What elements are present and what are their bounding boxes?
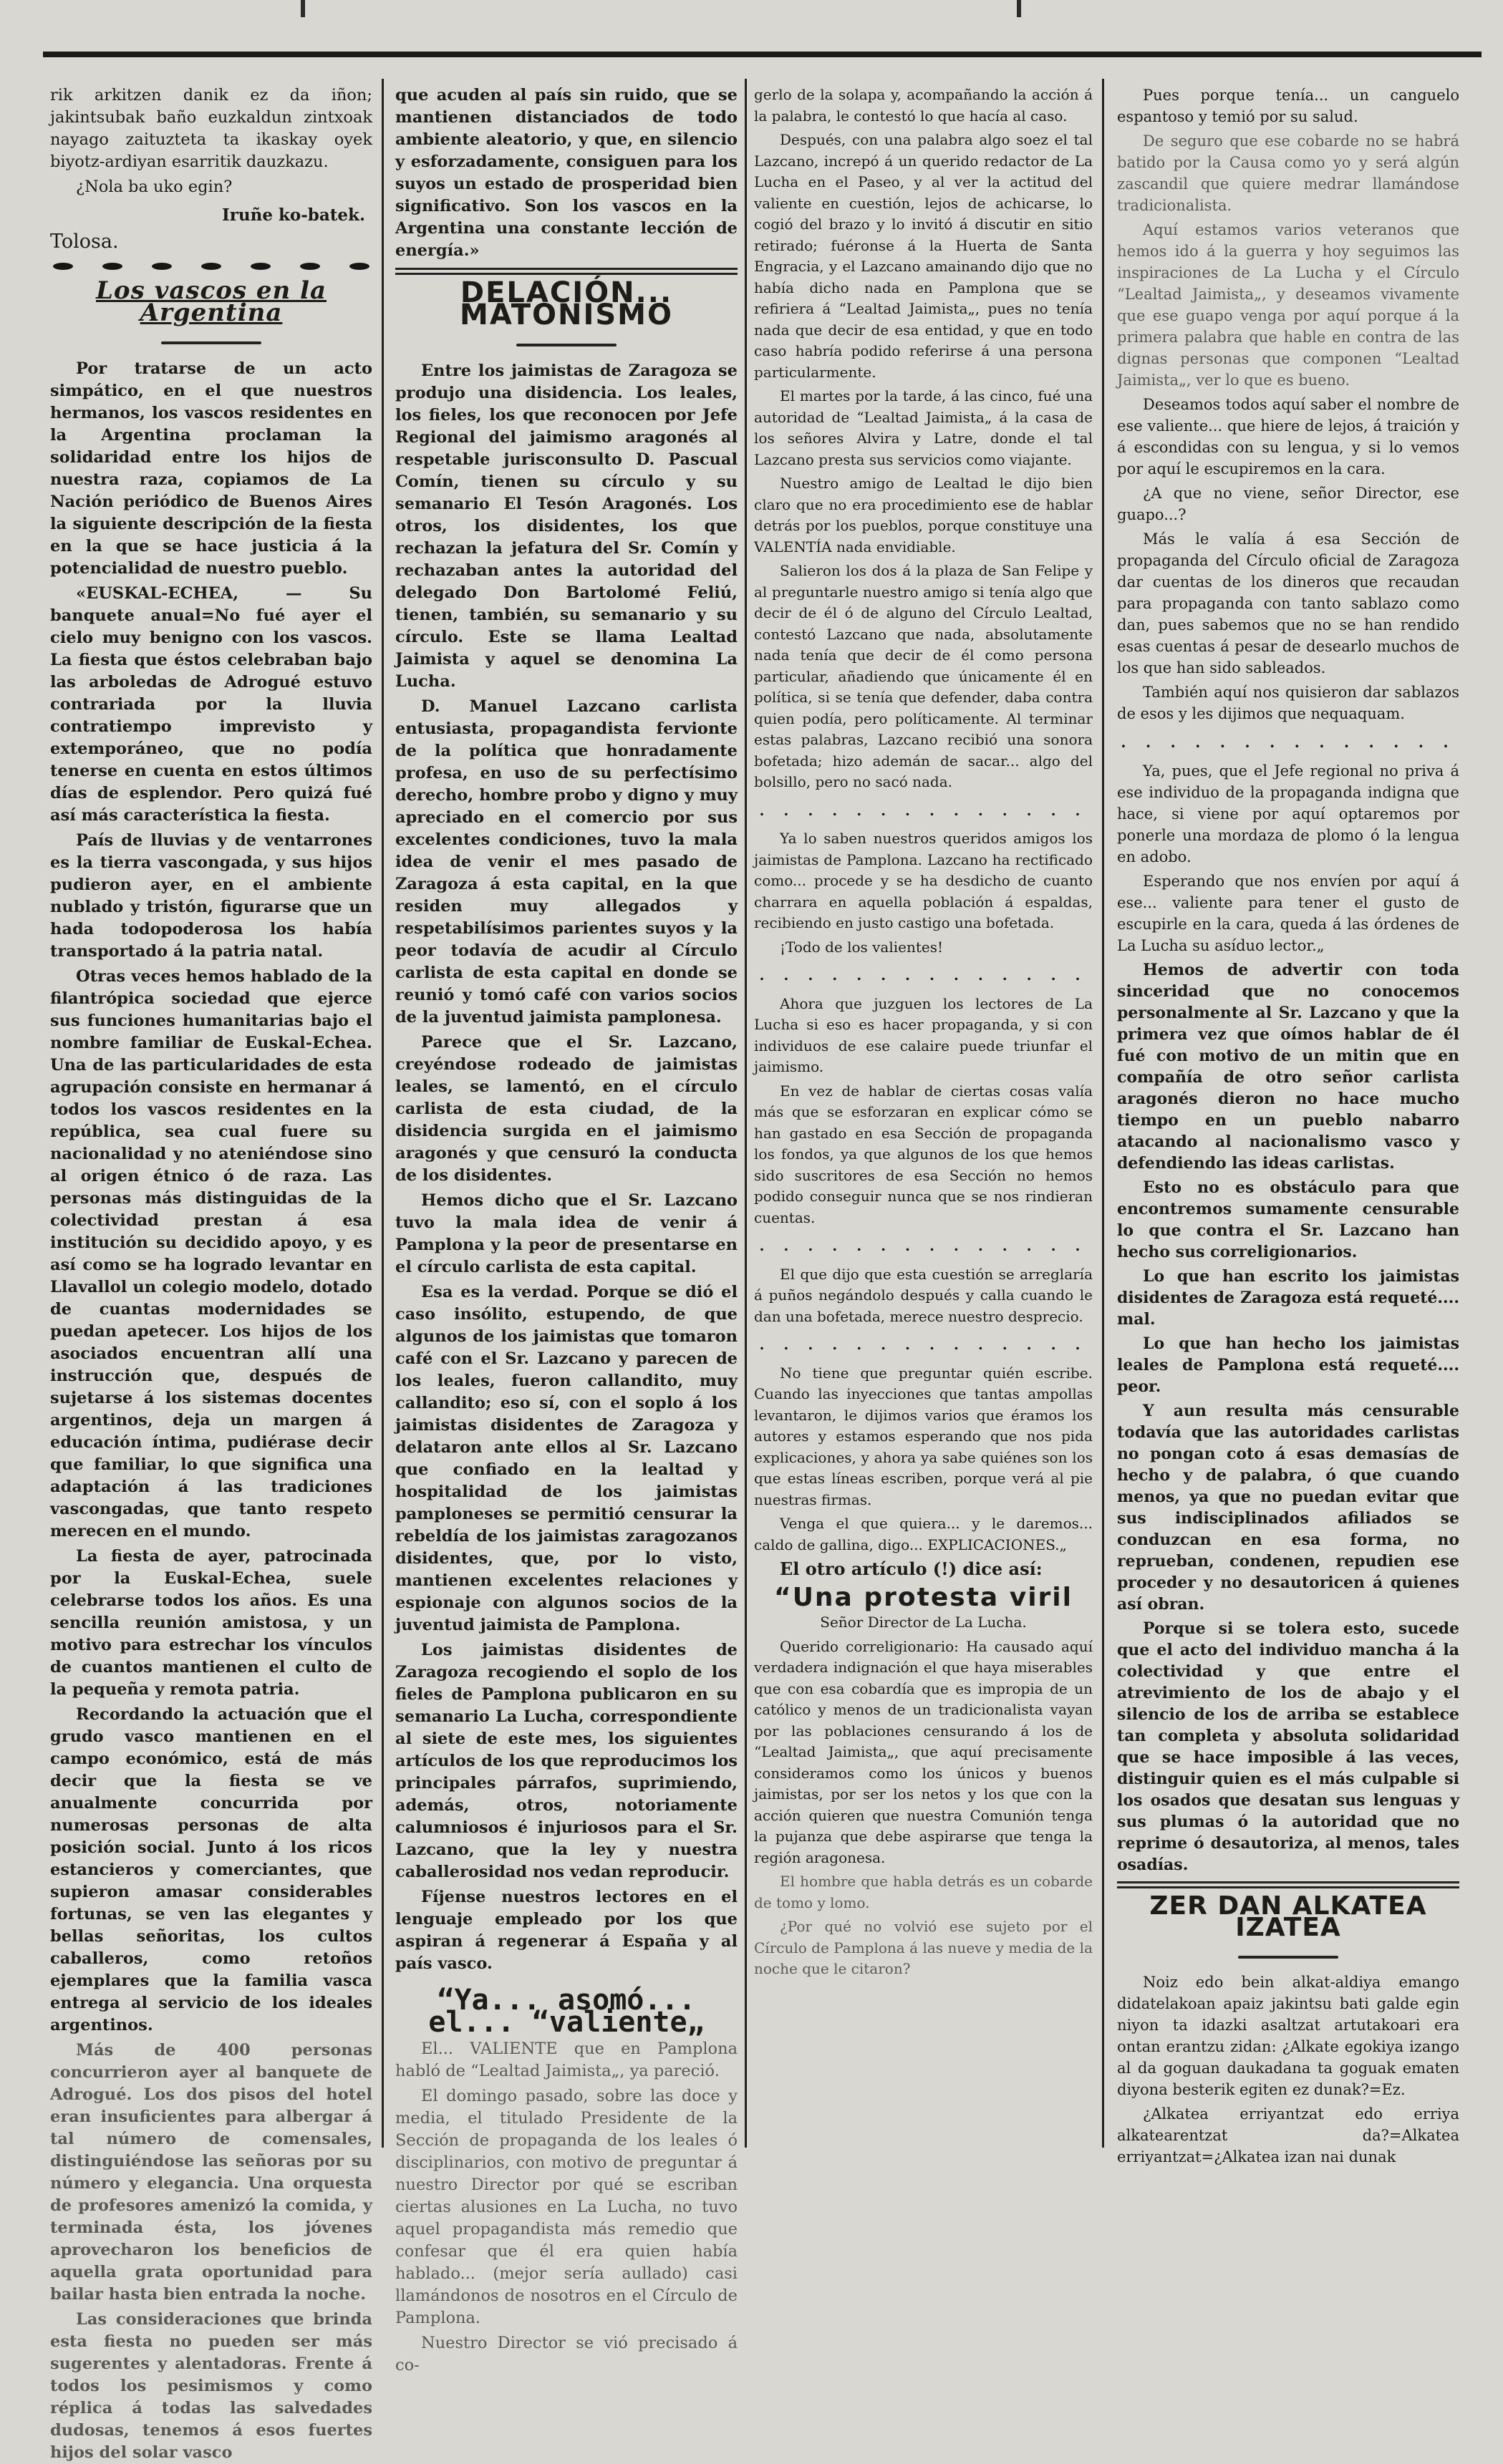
section-divider: . . . . . . . . . . . . . . [1121, 733, 1456, 751]
paragraph: No tiene que preguntar quién escribe. Cuando las inyecciones que tantas ampollas levantaron, le dijimos varios que éramos los autores y estamos esperando que nos pida explicaciones, y ahora ya sabe quiénes son los que estas líneas escriben, porque verá al pie nuestras firmas. [754, 1364, 1093, 1508]
paragraph: Fíjense nuestros lectores en el lenguaje empleado por los que aspiran á regenerar á España y al país vasco. [395, 1888, 738, 1973]
paragraph: Parece que el Sr. Lazcano, creyéndose rodeado de jaimistas leales, se lamentó, en el círculo carlista de esta ciudad, de la disidencia surgida en el jaimismo aragonés y que censuró la conducta de los disidentes. [395, 1033, 738, 1185]
article-title: Los vascos en la Argentina [96, 276, 327, 327]
column-rule [382, 79, 384, 2148]
paragraph: Lo que han hecho los jaimistas leales de Pamplona está requeté.... peor. [1117, 1334, 1459, 1396]
signature: Iruñe ko-batek. [222, 205, 365, 225]
paragraph: De seguro que ese cobarde no se habrá batido por la Causa como yo y será algún zascandil que quiere medrar llamándose tradicionalista. [1117, 132, 1459, 214]
paragraph: Nuestro Director se vió precisado á co- [395, 2334, 738, 2375]
paragraph: que acuden al país sin ruido, que se mantienen distanciados de todo ambiente aleatorio, y que, en silencio y esforzadamente, consiguen para los suyos un estado de prosperidad bien significativo. Son los vascos en la Argentina una constante lección de energía.» [395, 86, 738, 260]
paragraph: Pues porque tenía... un canguelo espantoso y temió por su salud. [1117, 87, 1459, 125]
section-divider: . . . . . . . . . . . . . . [759, 801, 1088, 819]
paragraph: Hemos de advertir con toda sinceridad que no conocemos personalmente al Sr. Lazcano y que la primera vez que oímos hablar de él fué con motivo de un mitin que en compañía de otro señor carlista aragonés dieron no hace mucho tiempo en un pueblo nabarro atacando al nacionalismo vasco y defendiendo las ideas carlistas. [1117, 961, 1459, 1173]
paragraph: Lo que han escrito los jaimistas disidentes de Zaragoza está requeté.... mal. [1117, 1267, 1459, 1329]
paragraph: El que dijo que esta cuestión se arreglaría á puños negándolo después y calla cuando le dan una bofetada, merece nuestro desprecio. [754, 1265, 1093, 1325]
article-title: DELACIÓN... MATONISMO [460, 276, 673, 331]
section-divider [395, 268, 738, 275]
top-border-mark [301, 0, 305, 17]
section-divider: . . . . . . . . . . . . . . [759, 1237, 1088, 1254]
salutation: Señor Director de La Lucha. [820, 1614, 1027, 1631]
article-title: “Una protesta viril [774, 1582, 1073, 1612]
column-4 [1117, 84, 1459, 2165]
article-body [395, 360, 738, 1975]
paragraph: Esto no es obstáculo para que encontremos sumamente censurable lo que contra el Sr. Lazcano han hecho sus correligionarios. [1117, 1178, 1459, 1261]
paragraph: También aquí nos quisieron dar sablazos de esos y les dijimos que nequaquam. [1117, 684, 1459, 722]
column-rule [745, 79, 747, 2148]
section-divider: . . . . . . . . . . . . . . [759, 966, 1088, 984]
paragraph: El... VALIENTE que en Pamplona habló de “Lealtad Jaimista„, ya pareció. [395, 2039, 738, 2080]
paragraph: Deseamos todos aquí saber el nombre de ese valiente... que hiere de lejos, á traición y á escondidas con su lengua, y si lo vemos por aquí le escupiremos en la cara. [1117, 396, 1459, 477]
column-2 [395, 84, 738, 2375]
column-1 [50, 84, 372, 2462]
column-rule [1102, 79, 1104, 2148]
paragraph: Esa es la verdad. Porque se dió el caso insólito, estupendo, de que algunos de los jaimistas que tomaron café con el Sr. Lazcano y parecen de los leales, fueron callandito, muy callandito; eso sí, con el soplo á los jaimistas disidentes de Zaragoza y delataron ante ellos al Sr. Lazcano que confiado en la lealtad y hospitalidad de los jaimistas pamploneses se permitió censurar la rebeldía de los jaimistas zaragozanos disidentes, que, por lo visto, mantienen excelentes relaciones y espionaje con algunos socios de la juventud jaimista de Pamplona. [395, 1283, 738, 1634]
paragraph: El martes por la tarde, á las cinco, fué una autoridad de “Lealtad Jaimista„ á la casa de los señores Alvira y Latre, donde el tal Lazcano presta sus servicios como viajante. [754, 387, 1093, 468]
paragraph: Después, con una palabra algo soez el tal Lazcano, increpó á un querido redactor de La Lucha en el Paseo, y al ver la actitud del valiente en cuestión, lejos de achicarse, lo cogió del brazo y lo invitó á discutir en sitio retirado; fuéronse á la Huerta de Santa Engracia, y el Lazcano amainando dijo que no había dicho nada en Pamplona que se refiriera á “Lealtad Jaimista„, pues no tenía nada que decir de esa entidad, y que en todo caso habría podido referirse á una persona particularmente. [754, 131, 1093, 381]
paragraph: Más le valía á esa Sección de propaganda del Círculo oficial de Zaragoza dar cuentas de los dineros que recaudan para propaganda con tanto sablazo como dan, pues sabemos que no se han rendido esas cuentas á pesar de desearlo muchos de los que han sido sableados. [1117, 530, 1459, 676]
paragraph: «EUSKAL-ECHEA, — Su banquete anual=No fué ayer el cielo muy benigno con los vascos. La fiesta que éstos celebraban bajo las arboledas de Adrogué estuvo contrariada por la lluvia contratiempo imprevisto y extemporáneo, que no podía tenerse en cuenta en estos últimos días de esplendor. Pero quizá fué así más característica la fiesta. [50, 584, 372, 825]
paragraph: Esperando que nos envíen por aquí á ese... valiente para tener el gusto de escupirle en la cara, queda á las órdenes de La Lucha su asíduo lector.„ [1117, 873, 1459, 954]
article-body [50, 358, 372, 2464]
title-flourish [1117, 1943, 1459, 1964]
paragraph: En vez de hablar de ciertas cosas valía más que se esforzaran en explicar cómo se han gastado en esa Sección de propaganda los fondos, ya que algunos de los que hemos sido suscritores de esa Sección no hemos podido conseguir nunca que se nos rindieran cuentas. [754, 1082, 1093, 1226]
article-title: “Ya... asomó... el... “valiente„ [428, 1984, 705, 2039]
paragraph: Y aun resulta más censurable todavía que las autoridades carlistas no pongan coto á esas demasías de hecho y de palabra, ó que cuando menos, ya que no puedan evitar que sus indisciplinados afiliados se conduzcan en esa forma, no reprueban, condenen, repudien ese proceder y no desautoricen á quienes así obran. [1117, 1402, 1459, 1614]
paragraph: Aquí estamos varios veteranos que hemos ido á la guerra y hoy seguimos las inspiraciones de La Lucha y el Círculo “Lealtad Jaimista„, y deseamos vivamente que ese guapo venga por aquí porque á la primera palabra que hable en contra de las dignas personas que componen “Lealtad Jaimista„, ver lo que es bueno. [1117, 221, 1459, 389]
paragraph: La fiesta de ayer, patrocinada por la Euskal-Echea, suele celebrarse todos los años. Es una sencilla reunión amistosa, y un motivo para estrechar los vínculos de cuantos mantienen el culto de la pequeña y remota patria. [50, 1547, 372, 1699]
place-name: Tolosa. [50, 231, 119, 253]
paragraph: Más de 400 personas concurrieron ayer al banquete de Adrogué. Los dos pisos del hotel eran insuficientes para albergar á tal número de comensales, distinguiéndose las señoras por su número y elegancia. Una orquesta de profesores amenizó la comida, y terminada ésta, los jóvenes aprovecharon los beneficios de aquella grata oportunidad para bailar hasta bien entrada la noche. [50, 2041, 372, 2304]
paragraph: Ya, pues, que el Jefe regional no priva á ese individuo de la propaganda indigna que hace, si viene por aquí optaremos por ponerle una mordaza de plomo ó la lengua en adobo. [1117, 762, 1459, 865]
paragraph: Los jaimistas disidentes de Zaragoza recogiendo el soplo de los fieles de Pamplona publicaron en su semanario La Lucha, correspondiente al siete de este mes, los siguientes artículos de los que reproducimos los principales párrafos, suprimiendo, además, otros, notoriamente calumniosos é injuriosos para el Sr. Lazcano, que la ley y nuestra caballerosidad nos vedan reproducir. [395, 1641, 738, 1881]
paragraph: Otras veces hemos hablado de la filantrópica sociedad que ejerce sus funciones humanitarias bajo el nombre familiar de Euskal-Echea. Una de las particularidades de esta agrupación consiste en hermanar á todos los vascos residentes en la república, sea cual fuere su nacionalidad y no ateniéndose sino al origen étnico ó de raza. Las personas más distinguidas de la colectividad prestan á esa institución su decidido apoyo, y es así como se ha logrado levantar en Llavallol un colegio modelo, dotado de cuantas modernidades se puedan apetecer. Los hijos de los asociados encuentran allí una instrucción que, después de sujetarse á los sistemas docentes argentinos, deja un margen á educación íntima, pudiérase decir que familiar, lo que significa una adaptación á las tradiciones vascongadas, que tanto respeto merecen en el mundo. [50, 967, 372, 1541]
paragraph: Las consideraciones que brinda esta fiesta no pueden ser más sugerentes y alentadoras. Frente á todos los pesimismos y como réplica á todas las salvedades dudosas, tenemos á esos fuertes hijos del solar vasco [50, 2310, 372, 2462]
paragraph: Hemos dicho que el Sr. Lazcano tuvo la mala idea de venir á Pamplona y la peor de presentarse en el círculo carlista de esta capital. [395, 1191, 738, 1276]
section-ornament [53, 263, 369, 270]
paragraph: Entre los jaimistas de Zaragoza se produjo una disidencia. Los leales, los fieles, los que reconocen por Jefe Regional del jaimismo aragonés al respetable jurisconsulto D. Pascual Comín, tienen su círculo y su semanario El Tesón Aragonés. Los otros, los disidentes, los que rechazan la jefatura del Sr. Comín y rechazaban antes la autoridad del delegado Don Bartolomé Feliú, tienen, también, su semanario y su círculo. Este se llama Lealtad Jaimista y aquel se denomina La Lucha. [395, 362, 738, 691]
paragraph: Querido correligionario: Ha causado aquí verdadera indignación el que haya miserables que con esa cobardía que es impropia de un católico y menos de un tradicionalista vayan por las poblaciones censurando á los de “Lealtad Jaimista„, que aquí precisamente consideramos como los únicos y buenos jaimistas, por ser los netos y los que con la acción quieren que nuestra Comunión tenga la pujanza que debe aspirarse que tenga la región aragonesa. [754, 1637, 1093, 1866]
paragraph: rik arkitzen danik ez da iñon; jakintsubak baño euzkaldun zintxoak nayago zaituzteta ta ikaskay oyek biyotz-ardiyan esarritik dauzkazu. [50, 86, 372, 171]
paragraph: El otro artículo (!) dice así: [780, 1558, 1043, 1579]
paragraph: ¿Alkatea erriyantzat edo erriya alkatearentzat da?=Alkatea erriyantzat=¿Alkatea izan nai dunak [1117, 2105, 1459, 2165]
paragraph: Porque si se tolera esto, sucede que el acto del individuo mancha á la colectividad y que entre el atrevimiento de los de abajo y el silencio de los de arriba se establece tan completa y absoluta solidaridad que se hace imposible á las veces, distinguir quien es el más culpable si los osados que desatan sus lenguas y sus plumas ó la autoridad que no reprime ó desautoriza, al menos, tales osadías. [1117, 1619, 1459, 1874]
paragraph: gerlo de la solapa y, acompañando la acción á la palabra, le contestó lo que hacía al caso. [754, 86, 1093, 125]
paragraph: ¿Nola ba uko egin? [76, 178, 233, 196]
paragraph: El domingo pasado, sobre las doce y media, el titulado Presidente de la Sección de propaganda de los leales ó disciplinarios, con motivo de preguntar á nuestro Director por qué se escriban ciertas alusiones en La Lucha, no tuvo aquel propagandista más remedio que confesar que él era quien había hablado... (mejor sería aullado) casi llamándonos de nosotros en el Círculo de Pamplona. [395, 2087, 738, 2327]
paragraph: ¿Por qué no volvió ese sujeto por el Círculo de Pamplona á las nueve y media de la noche que le citaron? [754, 1918, 1093, 1977]
paragraph: ¡Todo de los valientes! [780, 938, 944, 956]
paragraph: Recordando la actuación que el grudo vasco mantienen en el campo económico, está de más decir que la fiesta se ve anualmente concurrida por numerosas personas de alta posición social. Junto á los ricos estancieros y comerciantes, que supieron amasar considerables fortunas, se ven las elegantes y bellas señoritas, los cultos caballeros, como retoños ejemplares que la familia vasca entrega al servicio de los ideales argentinos. [50, 1705, 372, 2034]
paragraph: Nuestro amigo de Lealtad le dijo bien claro que no era procedimiento ese de hablar detrás por los pueblos, porque constituye una VALENTÍA nada envidiable. [754, 475, 1093, 556]
top-border-mark [1017, 0, 1021, 17]
title-flourish [50, 329, 372, 351]
paragraph: El hombre que habla detrás es un cobarde de tomo y lomo. [754, 1873, 1093, 1911]
paragraph: Venga el que quiera... y le daremos... caldo de gallina, digo... EXPLICACIONES.„ [754, 1515, 1093, 1553]
section-divider [1117, 1881, 1459, 1888]
paragraph: País de lluvias y de ventarrones es la tierra vascongada, y sus hijos pudieron ayer, en el ambiente nublado y tristón, figurarse que un hada todopoderosa los había transportado á la patria natal. [50, 831, 372, 961]
paragraph: Salieron los dos á la plaza de San Felipe y al preguntarle nuestro amigo si tenía algo que decir de él ó de alguno del Círculo Lealtad, contestó Lazcano que nada, absolutamente nada tenía que decir de él como persona particular, añadiendo que únicamente él en política, si se tenía que defender, daba contra quien podía, pero políticamente. Al terminar estas palabras, Lazcano recibió una sonora bofetada; hizo ademán de sacar... algo del bolsillo, pero no sacó nada. [754, 562, 1093, 790]
paragraph: Noiz edo bein alkat-aldiya emango didatelakoan apaiz jakintsu bati galde egin niyon ta idazki asaltzat artutakoari era ontan erantzu zidan: ¿Alkate egokiya izango al da goguan daukadana ta goguak ematen diyona besterik egiten ez dunak?=Ez. [1117, 1974, 1459, 2098]
article-body [395, 2038, 738, 2377]
commentary [1117, 959, 1459, 1876]
paragraph: Ya lo saben nuestros queridos amigos los jaimistas de Pamplona. Lazcano ha rectificado como... procede y se ha desdicho de cuanto charrara en aquella población á espaldas, recibiendo en justo castigo una bofetada. [754, 830, 1093, 931]
section-divider: . . . . . . . . . . . . . . [759, 1336, 1088, 1353]
column-3 [754, 84, 1093, 2146]
title-flourish [395, 331, 738, 353]
article-title: ZER DAN ALKATEA IZATEA [1149, 1891, 1427, 1942]
paragraph: ¿A que no viene, señor Director, ese guapo...? [1117, 485, 1459, 523]
paragraph: Ahora que juzguen los lectores de La Lucha si eso es hacer propaganda, y si con individuos de ese calaire puede triunfar el jaimismo. [754, 994, 1093, 1075]
paragraph: D. Manuel Lazcano carlista entusiasta, propagandista fervionte de la política que honradamente profesa, en uso de su perfectísimo derecho, hombre probo y digno y muy apreciado en el comercio por sus excelentes condiciones, tuvo la mala idea de venir el mes pasado de Zaragoza á esta capital, en la que residen muy allegados y respetabilísimos parientes suyos y la peor todavía de acudir al Círculo carlista de esta capital en donde se reunió y tomó café con varios socios de la juventud jaimista pamplonesa. [395, 697, 738, 1027]
page-top-rule [43, 52, 1482, 57]
paragraph: Por tratarse de un acto simpático, en el que nuestros hermanos, los vascos residentes en la Argentina proclaman la solidaridad entre los hijos de nuestra raza, copiamos de La Nación periódico de Buenos Aires la siguiente descripción de la fiesta en la que se hace justicia á la potencialidad de nuestro pueblo. [50, 359, 372, 578]
